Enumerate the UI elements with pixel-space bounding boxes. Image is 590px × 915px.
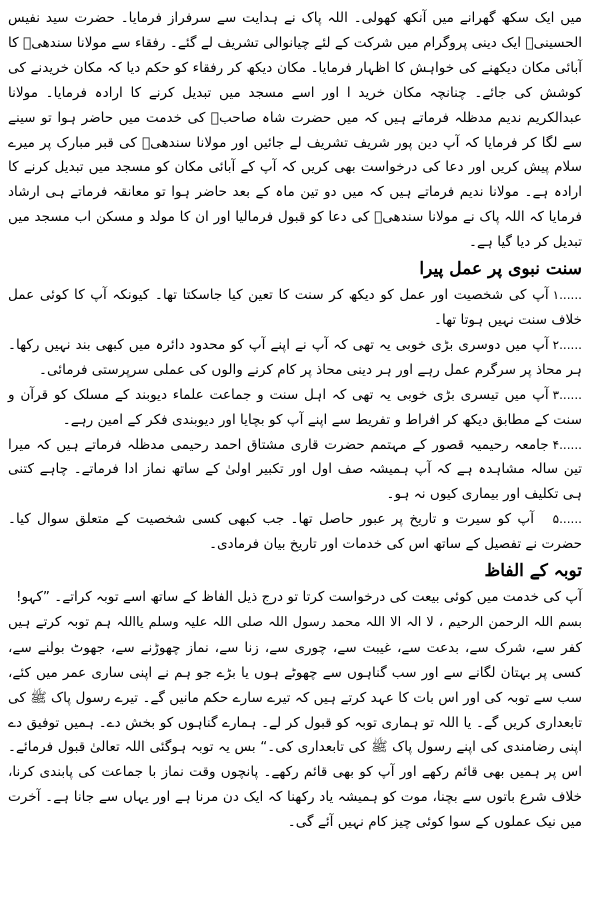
item-text: آپ کی شخصیت اور عمل کو دیکھ کر سنت کا تعین کیا جاسکتا تھا۔ کیونکہ آپ کا کوئی عمل خلاف سنت نہیں ہوتا تھا۔ xyxy=(8,287,582,328)
tauba-intro: آپ کی خدمت میں کوئی بیعت کی درخواست کرتا تو درج ذیل الفاظ کے ساتھ اسے توبہ کراتے۔ ”کہو! xyxy=(16,589,582,606)
item-text: آپ کو سیرت و تاریخ پر عبور حاصل تھا۔ جب کبھی کسی شخصیت کے متعلق سوال کیا۔ حضرت نے تفصیل کے ساتھ اس کی خدمات اور تاریخ بیان فرمادی۔ xyxy=(8,511,582,553)
item-text: آپ میں دوسری بڑی خوبی یہ تھی کہ آپ نے اپنے آپ کو محدود دائرہ میں کبھی بند نہیں رکھا۔ ہر محاذ پر سرگرم عمل رہے اور ہر دینی محاذ پر کام کرنے والوں کی عملی سرپرستی فرمائی۔ xyxy=(8,336,582,378)
list-item xyxy=(8,507,582,557)
item-number: ۵...... xyxy=(552,512,582,527)
section-heading-sunnah: سنت نبوی پر عمل پیرا xyxy=(419,259,582,280)
item-text: جامعہ رحیمیہ قصور کے مہتمم حضرت قاری مشتاق احمد رحیمی مدظلہ فرماتے ہیں کہ میرا تین سالہ مشاہدہ ہے کہ آپ ہمیشہ صف اول اور تکبیر اولیٰ کے ساتھ نماز ادا فرماتے۔ چاہے کتنی ہی تکلیف اور بیماری کیوں نہ ہو۔ xyxy=(8,436,582,503)
section-heading-tauba: توبہ کے الفاظ xyxy=(484,561,582,582)
item-number: ۳...... xyxy=(552,387,582,402)
list-item xyxy=(8,433,582,508)
list-item xyxy=(8,333,582,383)
tauba-dua xyxy=(8,610,582,835)
list-item xyxy=(8,383,582,433)
body-paragraph: میں ایک سکھ گھرانے میں آنکھ کھولی۔ اللہ پاک نے ہدایت سے سرفراز فرمایا۔ حضرت سید نفیس الحسینیؒ ایک دینی پروگرام میں شرکت کے لئے چیانوالی تشریف لے گئے۔ رفقاء سے مولانا سندھیؒ کا آبائی مکان دیکھنے کی خواہش کا اظہار فرمایا۔ مکان دیکھ کر رفقاء کو حکم دیا کہ مکان خریدنے کی کوشش کی جائے۔ چنانچہ مکان خرید ا اور اسے مسجد میں تبدیل کرنے کا ارادہ فرمایا۔ مولانا عبدالکریم ندیم مدظلہ فرماتے ہیں کہ میں حضرت شاہ صاحبؒ کی خدمت میں حاضر ہوا تو سینے سے لگا کر فرمایا کہ آپ دین پور شریف تشریف لے جائیں اور مولانا سندھیؒ کی قبر مبارک پر میرے سلام پیش کریں اور دعا کی درخواست بھی کریں کہ آپ کے آبائی مکان کو مسجد میں تبدیل کرنے کا ارادہ ہے۔ مولانا ندیم فرماتے ہیں کہ میں دو تین ماہ کے بعد حاضر ہوا تو معانقہ فرماتے ہی ارشاد فرمایا کہ اللہ پاک نے مولانا سندھیؒ کی دعا کو قبول فرمالیا اور ان کا مولد و مسکن اب مسجد میں تبدیل کر دیا گیا ہے۔ xyxy=(8,10,582,251)
dua-arabic-text: بسم اللہ الرحمن الرحیم ، لا الہ الا اللہ محمد رسول اللہ صلی اللہ علیہ وسلم یااللہ xyxy=(116,614,583,630)
item-text: آپ میں تیسری بڑی خوبی یہ تھی کہ اہل سنت و جماعت علماء دیوبند کے مسلک کو قرآن و سنت کے مطابق دیکھ کر افراط و تفریط سے اپنے آپ کو بچایا اور دیوبندی فکر کے امین رہے۔ xyxy=(8,386,582,428)
item-number: ۴...... xyxy=(552,437,582,452)
item-number: ۱...... xyxy=(552,288,582,303)
list-item xyxy=(8,283,582,333)
dua-urdu-text: ہم توبہ کرتے ہیں کفر سے، شرک سے، بدعت سے، غیبت سے، چوری سے، زنا سے، نماز چھوڑنے سے، جھوٹ بولنے سے، کسی پر بہتان لگانے سے اور سب گناہوں سے چھوٹے ہوں یا بڑے جو ہم نے اپنی ساری عمر میں کئے، سب سے توبہ کی اور اس بات کا عہد کرتے ہیں کہ تیرے سارے حکم مانیں گے۔ تیرے رسول پاک ﷺ کی تابعداری کریں گے۔ یا اللہ تو ہماری توبہ کو قبول کر لے۔ ہمارے گناہوں کو بخش دے۔ ہمیں توفیق دے اپنی رضامندی کی اپنے رسول پاک ﷺ کی تابعداری کی۔“ بس یہ توبہ ہوگئی اللہ تعالیٰ قبول فرمائے۔ اس پر ہمیں بھی قائم رکھے اور آپ کو بھی قائم رکھے۔ پانچوں وقت نماز با جماعت کی پابندی کرنا، خلاف شرع باتوں سے بچنا، موت کو ہمیشہ یاد رکھنا کہ ایک دن مرنا ہے اور یہاں سے جانا ہے۔ آخرت میں نیک عملوں کے سوا کوئی چیز کام نہیں آئے گی۔ xyxy=(8,613,582,831)
item-number: ۲...... xyxy=(552,337,582,352)
